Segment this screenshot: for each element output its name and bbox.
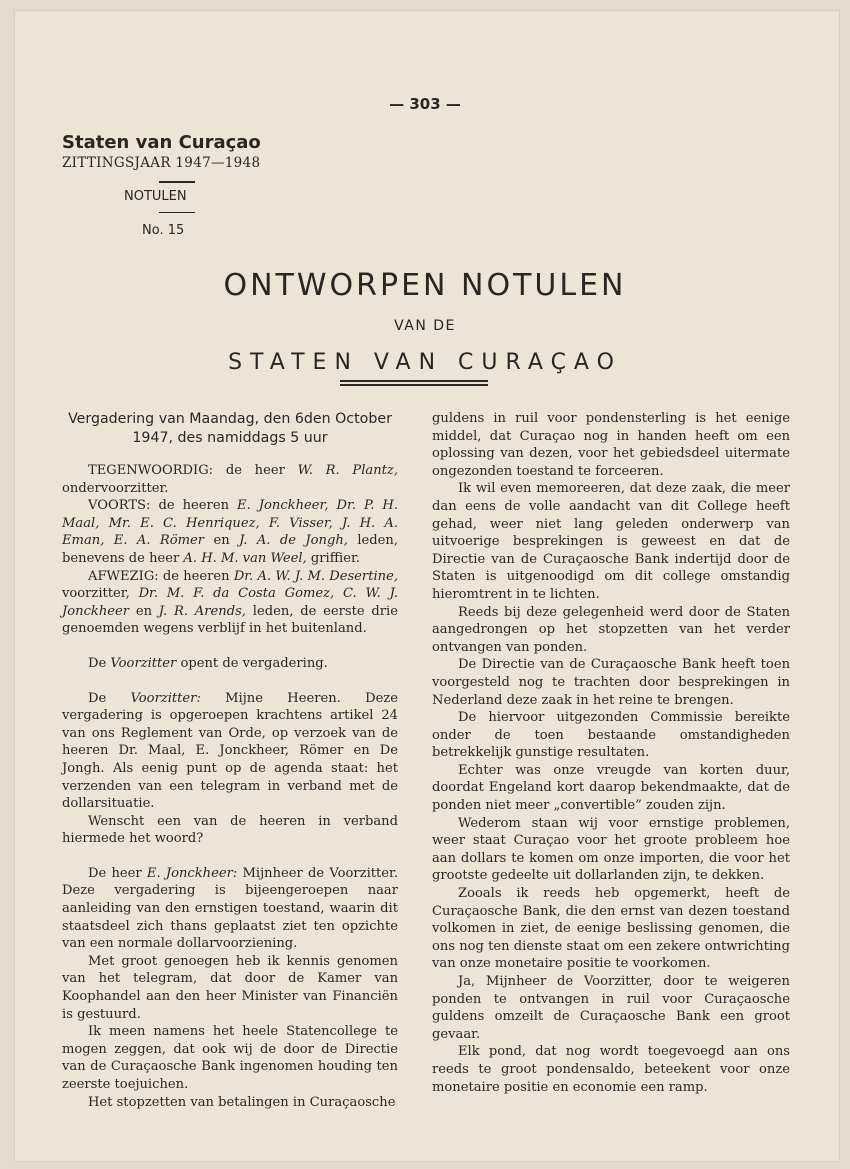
text: De xyxy=(88,655,111,671)
paragraph: De hiervoor uitgezonden Commissie bereikte onder de toen bestaande omstandigheden betrekkelijk gunstige resultaten. xyxy=(432,710,790,761)
name: J. R. Arends, xyxy=(158,603,246,619)
text: griffier. xyxy=(306,550,360,566)
name: J. A. de Jongh, xyxy=(239,533,348,549)
divider xyxy=(159,212,195,214)
masthead xyxy=(62,132,261,238)
paragraph xyxy=(62,690,398,813)
paragraph: Ik meen namens het heele Statencollege te mogen zeggen, dat ook wij de door de Directie van de Curaçaosche Bank ingenomen houding ten zeerste toejuichen. xyxy=(62,1024,398,1092)
name: A. H. M. van Weel, xyxy=(183,550,307,566)
text: Mijnheer de Voorzitter. Deze vergadering is bijeengeroepen naar aanleiding van den ernstigen toestand, waarin dit staatsdeel zich thans geplaatst ziet ten opzichte van een normale dollarvoorziening. xyxy=(62,865,399,952)
text: opent de vergadering. xyxy=(176,655,328,671)
paragraph: Het stopzetten van betalingen in Curaçaosche xyxy=(88,1094,396,1110)
text: Mijne Heeren. Deze vergadering is opgeroepen krachtens artikel 24 van ons Reglement van Orde, op verzoek van de heeren Dr. Maal, E. Jonckheer, Römer en De Jongh. Als eenig punt op de agenda staat: het verzenden van een telegram in verband met de dollarsituatie. xyxy=(62,690,398,812)
text: TEGENWOORDIG: de heer xyxy=(88,463,298,478)
masthead-label: NOTULEN xyxy=(124,188,187,204)
masthead-number: No. 15 xyxy=(142,223,185,238)
paragraph: guldens in ruil voor pondensterling is het eenige middel, dat Curaçao nog in handen heeft om een oplossing van dezen, voor het gebiedsdeel uitermate ongezonden toestand te forceeren. xyxy=(432,411,790,479)
meeting-title: Vergadering van Maandag, den 6den October 1947, des namiddags 5 uur xyxy=(68,411,392,446)
paragraph: Met groot genoegen heb ik kennis genomen van het telegram, dat door de Kamer van Koophandel aan den heer Minister van Financiën is gestuurd. xyxy=(62,953,398,1022)
left-column xyxy=(62,410,398,1111)
speaker: Voorzitter: xyxy=(130,690,201,706)
paragraph: Wenscht een van de heeren in verband hiermede het woord? xyxy=(62,813,398,847)
masthead-title: Staten van Curaçao xyxy=(62,132,261,153)
text: en xyxy=(129,603,159,619)
divider xyxy=(159,181,195,183)
text: en xyxy=(204,533,240,549)
paragraph: Zooals ik reeds heb opgemerkt, heeft de Curaçaosche Bank, die den ernst van dezen toestand volkomen in ziet, de eenige beslissing genomen, die ons nog ten dienste staat om een zekere ontwrichting van onze monetaire positie te voorkomen. xyxy=(432,886,790,972)
paragraph: De Directie van de Curaçaosche Bank heeft toen voorgesteld nog te trachten door besprekingen in Nederland deze zaak in het reine te brengen. xyxy=(432,657,790,708)
paragraph: Wederom staan wij voor ernstige problemen, weer staat Curaçao voor het groote probleem hoe aan dollars te komen om onze importen, die voor het grootste gedeelte uit dollarlanden zijn, te dekken. xyxy=(432,815,790,884)
paragraph: Ja, Mijnheer de Voorzitter, door te weigeren ponden te ontvangen in ruil voor Curaçaosche guldens omzeilt de Curaçaosche Bank een groot gevaar. xyxy=(432,974,790,1042)
paragraph xyxy=(62,655,398,673)
attendees-absent xyxy=(62,568,398,638)
text: AFWEZIG: de heeren xyxy=(88,568,234,584)
attendees-also xyxy=(62,497,398,567)
text: De xyxy=(88,690,131,706)
paragraph: Ik wil even memoreeren, dat deze zaak, die meer dan eens de volle aandacht van dit College heeft gehad, weer niet lang geleden onderwerp van uitvoerige besprekingen is geweest en dat de Directie van de Curaçaosche Bank indertijd door de Staten is uitgenoodigd om dit college omstandig hieromtrent in te lichten. xyxy=(432,481,790,602)
masthead-session: ZITTINGSJAAR 1947—1948 xyxy=(62,155,261,171)
attendees-present xyxy=(62,462,398,497)
paragraph xyxy=(62,865,398,953)
name: Dr. M. F. da Costa Gomez, C. W. J. Jonckheer xyxy=(62,586,398,619)
title-underline xyxy=(340,380,488,382)
name: W. R. Plantz, xyxy=(297,463,398,478)
paragraph: Reeds bij deze gelegenheid werd door de Staten aangedrongen op het stopzetten van het verder ontvangen van ponden. xyxy=(432,604,790,655)
text: ondervoorzitter. xyxy=(62,480,169,496)
text: voorzitter, xyxy=(62,586,139,602)
document-subtitle: VAN DE xyxy=(394,318,456,334)
document-title: ONTWORPEN NOTULEN xyxy=(223,268,627,303)
speaker: Voorzitter xyxy=(110,655,177,671)
text: leden, de eerste drie genoemden wegens verblijf in het buitenland. xyxy=(62,603,398,637)
text: VOORTS: de heeren xyxy=(88,498,238,514)
text: leden, benevens de heer xyxy=(62,533,398,566)
name: E. Jonckheer, Dr. P. H. Maal, Mr. E. C. Henriquez, F. Visser, J. H. A. Eman, E. A. Römer xyxy=(62,498,398,549)
page-number: — 303 — xyxy=(389,95,461,113)
title-underline xyxy=(340,384,488,386)
paragraph: Elk pond, dat nog wordt toegevoegd aan ons reeds te groot pondensaldo, beteekent voor onze monetaire positie en economie een ramp. xyxy=(432,1044,790,1095)
name: Dr. A. W. J. M. Desertine, xyxy=(233,568,398,584)
paragraph: Echter was onze vreugde van korten duur, doordat Engeland kort daarop bekendmaakte, dat de ponden niet meer „convertible” zouden zijn. xyxy=(432,762,790,814)
document-body-title: STATEN VAN CURAÇAO xyxy=(228,350,622,375)
text: De heer xyxy=(88,865,147,881)
speaker: E. Jonckheer: xyxy=(146,865,238,881)
right-column xyxy=(432,410,790,1096)
